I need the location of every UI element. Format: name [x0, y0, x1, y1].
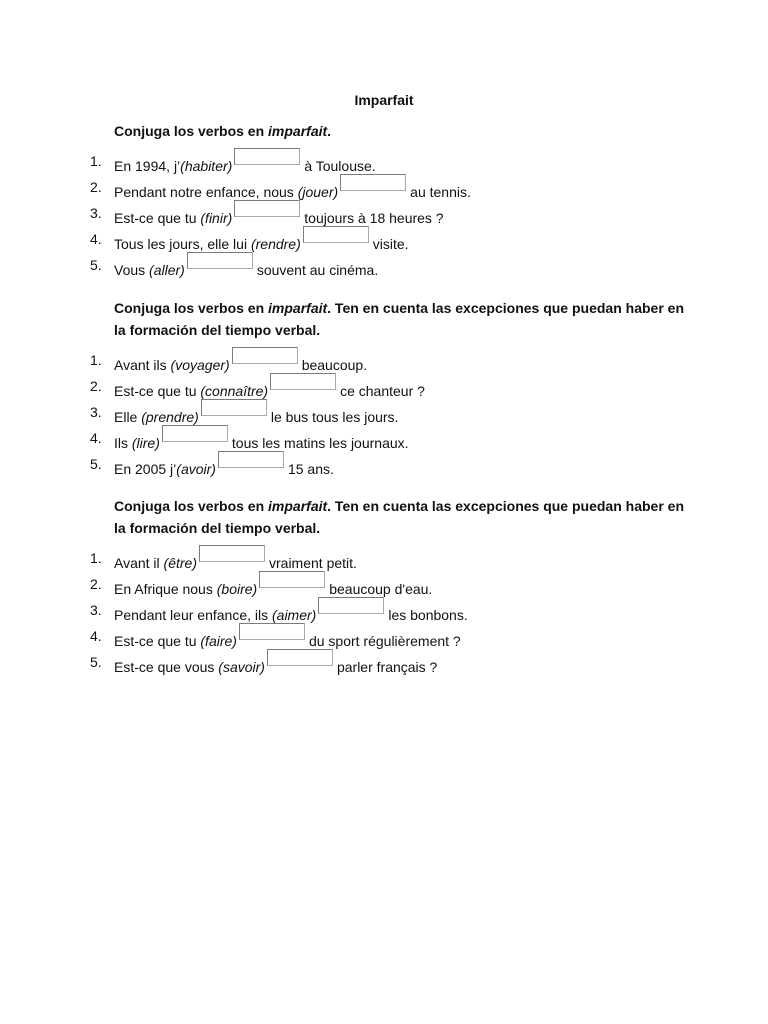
instruction-emphasis: imparfait	[268, 498, 328, 514]
item-text-after: ce chanteur ?	[340, 383, 425, 399]
exercise-item	[90, 623, 690, 649]
item-text-after: beaucoup.	[301, 357, 368, 373]
item-verb: (faire)	[200, 633, 237, 649]
item-verb: (savoir)	[218, 659, 265, 675]
item-verb: (aimer)	[272, 607, 317, 623]
exercise-item	[90, 200, 690, 226]
exercise-section-1	[90, 120, 690, 278]
item-text: Est-ce que vous	[114, 659, 219, 675]
item-number: 4.	[90, 231, 102, 247]
item-number: 5.	[90, 654, 102, 670]
item-verb: (rendre)	[250, 236, 301, 252]
exercise-list	[90, 148, 690, 278]
item-text-after: au tennis.	[410, 184, 471, 200]
exercise-section-2	[90, 297, 690, 477]
item-verb: (habiter)	[180, 158, 233, 174]
instruction-emphasis: imparfait	[268, 123, 328, 139]
item-number: 5.	[90, 456, 102, 472]
instruction-text: Conjuga los verbos en	[114, 300, 269, 316]
answer-field[interactable]	[234, 200, 300, 217]
exercise-item	[90, 597, 690, 623]
item-number: 1.	[90, 153, 102, 169]
item-text-after: beaucoup d'eau.	[329, 581, 433, 597]
exercise-item	[90, 174, 690, 200]
item-number: 2.	[90, 179, 102, 195]
item-number: 1.	[90, 352, 102, 368]
exercise-item	[90, 451, 690, 477]
item-verb: (jouer)	[297, 184, 339, 200]
answer-field[interactable]	[303, 226, 369, 243]
item-text-after: souvent au cinéma.	[256, 262, 379, 278]
item-text-after: 15 ans.	[287, 461, 334, 477]
item-verb: (voyager)	[170, 357, 230, 373]
section-instruction	[114, 495, 690, 539]
instruction-text-end: . Ten en cuenta las excepciones que puedan haber en la formación del tiempo verbal.	[114, 498, 685, 536]
item-number: 3.	[90, 602, 102, 618]
item-verb: (prendre)	[141, 409, 199, 425]
item-number: 4.	[90, 628, 102, 644]
item-number: 3.	[90, 205, 102, 221]
instruction-emphasis: imparfait	[268, 300, 328, 316]
answer-field[interactable]	[340, 174, 406, 191]
answer-field[interactable]	[267, 649, 333, 666]
exercise-item	[90, 226, 690, 252]
answer-field[interactable]	[239, 623, 305, 640]
item-text-after: visite.	[372, 236, 409, 252]
exercise-item	[90, 252, 690, 278]
section-instruction	[114, 297, 690, 341]
exercise-item	[90, 373, 690, 399]
exercise-item	[90, 649, 690, 675]
item-number: 4.	[90, 430, 102, 446]
item-text-after: toujours à 18 heures ?	[304, 210, 444, 226]
answer-field[interactable]	[234, 148, 300, 165]
answer-field[interactable]	[218, 451, 284, 468]
item-text: Est-ce que tu	[114, 383, 201, 399]
answer-field[interactable]	[162, 425, 228, 442]
exercise-list	[90, 545, 690, 675]
item-text: Avant il	[114, 555, 164, 571]
answer-field[interactable]	[318, 597, 384, 614]
item-text: En 1994, j’	[114, 158, 181, 174]
item-number: 2.	[90, 378, 102, 394]
section-instruction	[114, 120, 690, 142]
item-number: 5.	[90, 257, 102, 273]
item-verb: (avoir)	[176, 461, 216, 477]
item-text-after: à Toulouse.	[304, 158, 376, 174]
answer-field[interactable]	[232, 347, 298, 364]
instruction-text-end: . Ten en cuenta las excepciones que puedan haber en la formación del tiempo verbal.	[114, 300, 685, 338]
answer-field[interactable]	[270, 373, 336, 390]
item-text-after: le bus tous les jours.	[270, 409, 399, 425]
item-text: Est-ce que tu	[114, 210, 201, 226]
item-verb: (lire)	[131, 435, 160, 451]
item-number: 3.	[90, 404, 102, 420]
item-number: 2.	[90, 576, 102, 592]
item-text: Vous	[114, 262, 150, 278]
exercise-item	[90, 399, 690, 425]
instruction-text: Conjuga los verbos en	[114, 498, 269, 514]
item-text-after: tous les matins les journaux.	[231, 435, 409, 451]
answer-field[interactable]	[259, 571, 325, 588]
item-verb: (finir)	[200, 210, 233, 226]
item-text: Pendant leur enfance, ils	[114, 607, 272, 623]
item-text: Tous les jours, elle lui	[114, 236, 251, 252]
exercise-item	[90, 545, 690, 571]
item-text: Avant ils	[114, 357, 171, 373]
item-text-after: vraiment petit.	[269, 555, 357, 571]
page-title: Imparfait	[354, 92, 414, 108]
instruction-text-end: .	[327, 123, 332, 139]
item-text-after: les bonbons.	[388, 607, 468, 623]
instruction-text: Conjuga los verbos en	[114, 123, 269, 139]
item-verb: (aller)	[149, 262, 185, 278]
item-text-after: du sport régulièrement ?	[308, 633, 461, 649]
exercise-item	[90, 571, 690, 597]
item-text: En 2005 j’	[114, 461, 177, 477]
exercise-item	[90, 425, 690, 451]
item-number: 1.	[90, 550, 102, 566]
answer-field[interactable]	[199, 545, 265, 562]
item-text-after: parler français ?	[336, 659, 438, 675]
item-verb: (connaître)	[200, 383, 269, 399]
item-text: Ils	[114, 435, 132, 451]
answer-field[interactable]	[187, 252, 253, 269]
answer-field[interactable]	[201, 399, 267, 416]
exercise-list	[90, 347, 690, 477]
item-text: Elle	[114, 409, 142, 425]
item-verb: (boire)	[216, 581, 258, 597]
item-text: Est-ce que tu	[114, 633, 201, 649]
item-verb: (être)	[163, 555, 197, 571]
exercise-item	[90, 148, 690, 174]
item-text: En Afrique nous	[114, 581, 217, 597]
item-text: Pendant notre enfance, nous	[114, 184, 298, 200]
exercise-section-3	[90, 495, 690, 675]
exercise-item	[90, 347, 690, 373]
